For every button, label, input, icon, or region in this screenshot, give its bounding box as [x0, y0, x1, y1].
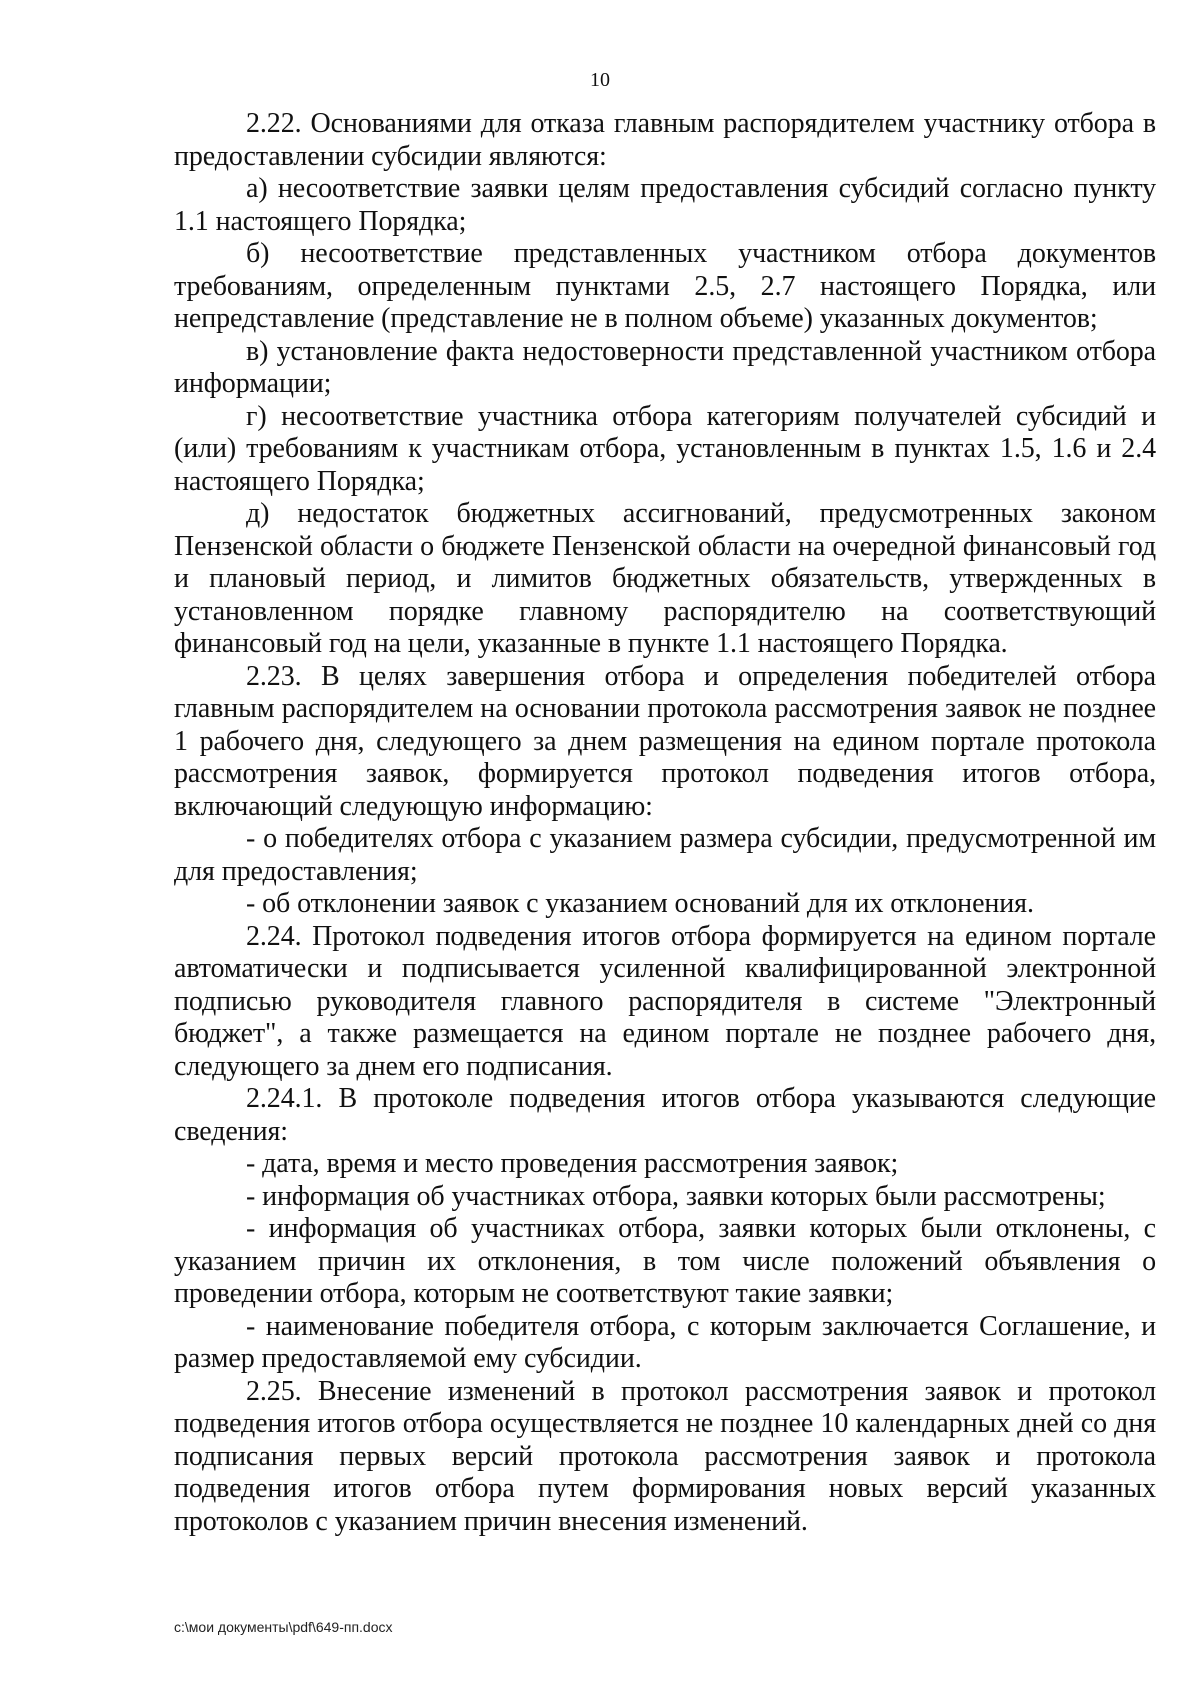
- paragraph-2-24-1: 2.24.1. В протоколе подведения итогов отбора указываются следующие сведения:: [174, 1083, 1156, 1147]
- paragraph-2-24: 2.24. Протокол подведения итогов отбора формируется на едином портале автоматически и подписывается усиленной квалифицированной электронной подписью руководителя главного распорядителя в системе "Электронный бюджет", а также размещается на едином портале не позднее рабочего дня, следующего за днем его подписания.: [174, 920, 1156, 1082]
- paragraph-2-22-v: в) установление факта недостоверности представленной участником отбора информации;: [174, 335, 1156, 399]
- paragraph-2-24-1-item-1: - дата, время и место проведения рассмотрения заявок;: [246, 1148, 899, 1179]
- paragraph-2-23: 2.23. В целях завершения отбора и определения победителей отбора главным распорядителем на основании протокола рассмотрения заявок не позднее 1 рабочего дня, следующего за днем размещения на едином портале протокола рассмотрения заявок, формируется протокол подведения итогов отбора, включающий следующую информацию:: [174, 660, 1156, 822]
- paragraph-2-22-a: а) несоответствие заявки целям предоставления субсидий согласно пункту 1.1 настоящего Порядка;: [174, 173, 1156, 237]
- document-body: [174, 108, 1156, 1538]
- paragraph-2-22: 2.22. Основаниями для отказа главным распорядителем участнику отбора в предоставлении субсидии являются:: [174, 108, 1156, 172]
- paragraph-2-22-b: б) несоответствие представленных участником отбора документов требованиям, определенным пунктами 2.5, 2.7 настоящего Порядка, или непредставление (представление не в полном объеме) указанных документов;: [174, 238, 1156, 334]
- paragraph-2-25: 2.25. Внесение изменений в протокол рассмотрения заявок и протокол подведения итогов отбора осуществляется не позднее 10 календарных дней со дня подписания первых версий протокола рассмотрения заявок и протокола подведения итогов отбора путем формирования новых версий указанных протоколов с указанием причин внесения изменений.: [174, 1375, 1156, 1537]
- paragraph-2-24-1-item-3: - информация об участниках отбора, заявки которых были отклонены, с указанием причин их отклонения, в том числе положений объявления о проведении отбора, которым не соответствуют такие заявки;: [174, 1213, 1156, 1309]
- page-number: 10: [590, 69, 610, 91]
- paragraph-2-22-d: д) недостаток бюджетных ассигнований, предусмотренных законом Пензенской области о бюджете Пензенской области на очередной финансовый год и плановый период, и лимитов бюджетных обязательств, утвержденных в установленном порядке главному распорядителю на соответствующий финансовый год на цели, указанные в пункте 1.1 настоящего Порядка.: [174, 498, 1156, 659]
- paragraph-2-24-1-item-2: - информация об участниках отбора, заявки которых были рассмотрены;: [246, 1180, 1106, 1212]
- paragraph-2-23-item-2: - об отклонении заявок с указанием оснований для их отклонения.: [246, 888, 1034, 919]
- paragraph-2-24-1-item-4: - наименование победителя отбора, с которым заключается Соглашение, и размер предоставляемой ему субсидии.: [174, 1310, 1156, 1374]
- paragraph-2-23-item-1: - о победителях отбора с указанием размера субсидии, предусмотренной им для предоставления;: [174, 823, 1156, 887]
- paragraph-2-22-g: г) несоответствие участника отбора категориям получателей субсидий и (или) требованиям к участникам отбора, установленным в пунктах 1.5, 1.6 и 2.4 настоящего Порядка;: [174, 400, 1156, 497]
- footer-file-path: c:\мои документы\pdf\649-пп.docx: [174, 1619, 393, 1635]
